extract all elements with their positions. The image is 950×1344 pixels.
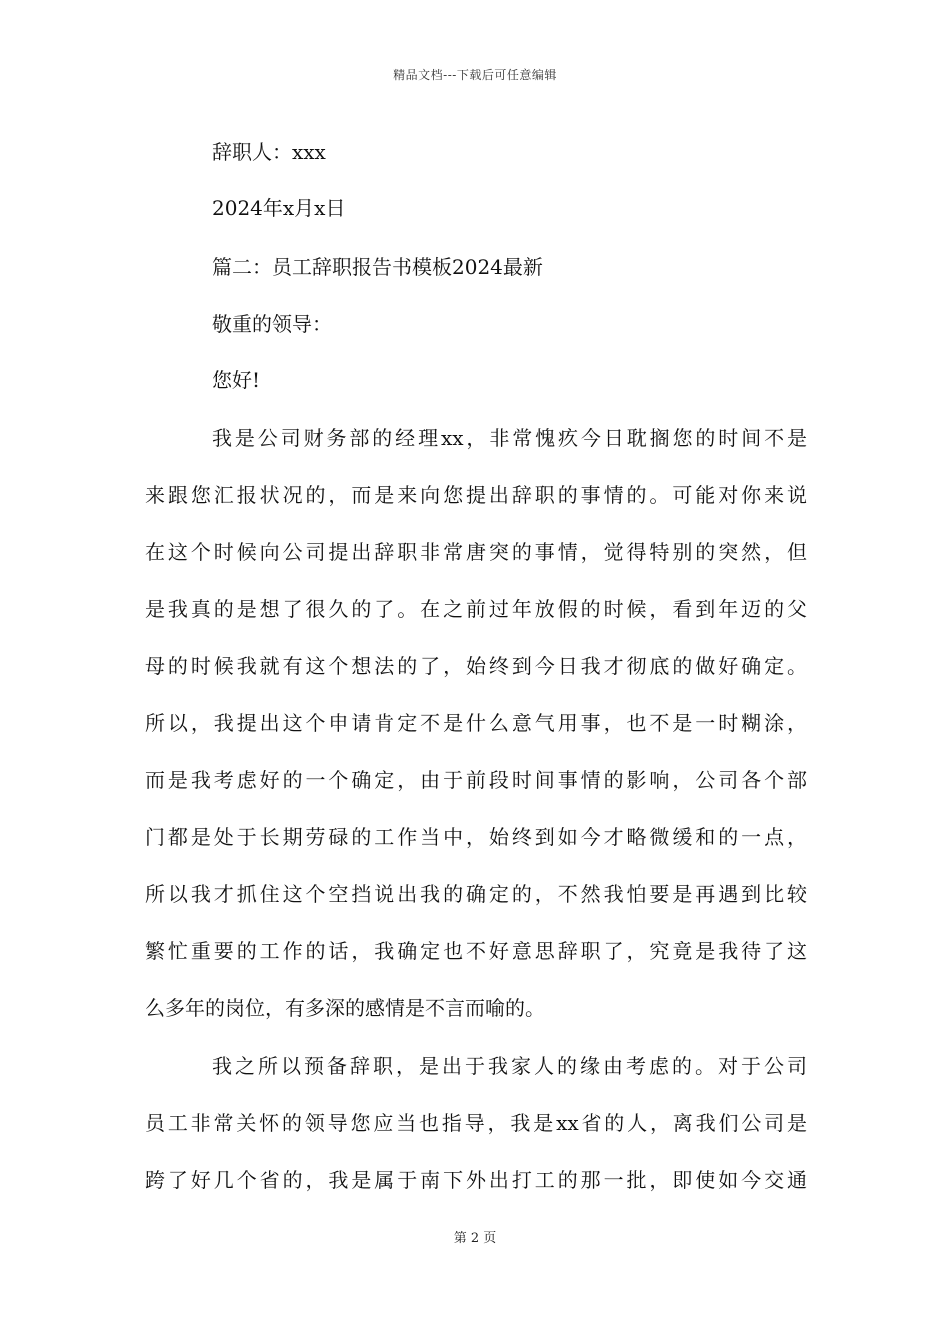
paragraph-line: 我之所以预备辞职，是出于我家人的缘由考虑的。对于公司 — [212, 1054, 807, 1078]
paragraph-line: 门都是处于长期劳碌的工作当中，始终到如今才略微缓和的一点， — [145, 825, 807, 849]
date-line: 2024年x月x日 — [212, 196, 346, 220]
paragraph-line: 在这个时候向公司提出辞职非常唐突的事情，觉得特别的突然，但 — [145, 540, 807, 564]
paragraph-line: 跨了好几个省的，我是属于南下外出打工的那一批，即使如今交通 — [145, 1168, 807, 1192]
section-title: 篇二：员工辞职报告书模板2024最新 — [212, 255, 543, 279]
resigner-line: 辞职人：xxx — [212, 140, 326, 164]
paragraph-line: 繁忙重要的工作的话，我确定也不好意思辞职了，究竟是我待了这 — [145, 939, 807, 963]
page-number: 第 2 页 — [453, 1231, 497, 1246]
paragraph-line: 所以我才抓住这个空挡说出我的确定的，不然我怕要是再遇到比较 — [145, 882, 807, 906]
page-header: 精品文档---下载后可任意编辑 — [393, 68, 557, 82]
paragraph-line: 来跟您汇报状况的，而是来向您提出辞职的事情的。可能对你来说 — [145, 483, 807, 507]
paragraph-line: 我是公司财务部的经理xx，非常愧疚今日耽搁您的时间不是 — [212, 426, 807, 450]
paragraph-line: 而是我考虑好的一个确定，由于前段时间事情的影响，公司各个部 — [145, 768, 807, 792]
salutation: 敬重的领导： — [212, 312, 332, 336]
paragraph-line: 是我真的是想了很久的了。在之前过年放假的时候，看到年迈的父 — [145, 597, 807, 621]
greeting: 您好! — [212, 368, 261, 392]
paragraph-line: 所以，我提出这个申请肯定不是什么意气用事，也不是一时糊涂， — [145, 711, 807, 735]
paragraph-line: 员工非常关怀的领导您应当也指导，我是xx省的人，离我们公司是 — [145, 1111, 807, 1135]
paragraph-line: 么多年的岗位，有多深的感情是不言而喻的。 — [145, 996, 545, 1020]
paragraph-line: 母的时候我就有这个想法的了，始终到今日我才彻底的做好确定。 — [145, 654, 807, 678]
